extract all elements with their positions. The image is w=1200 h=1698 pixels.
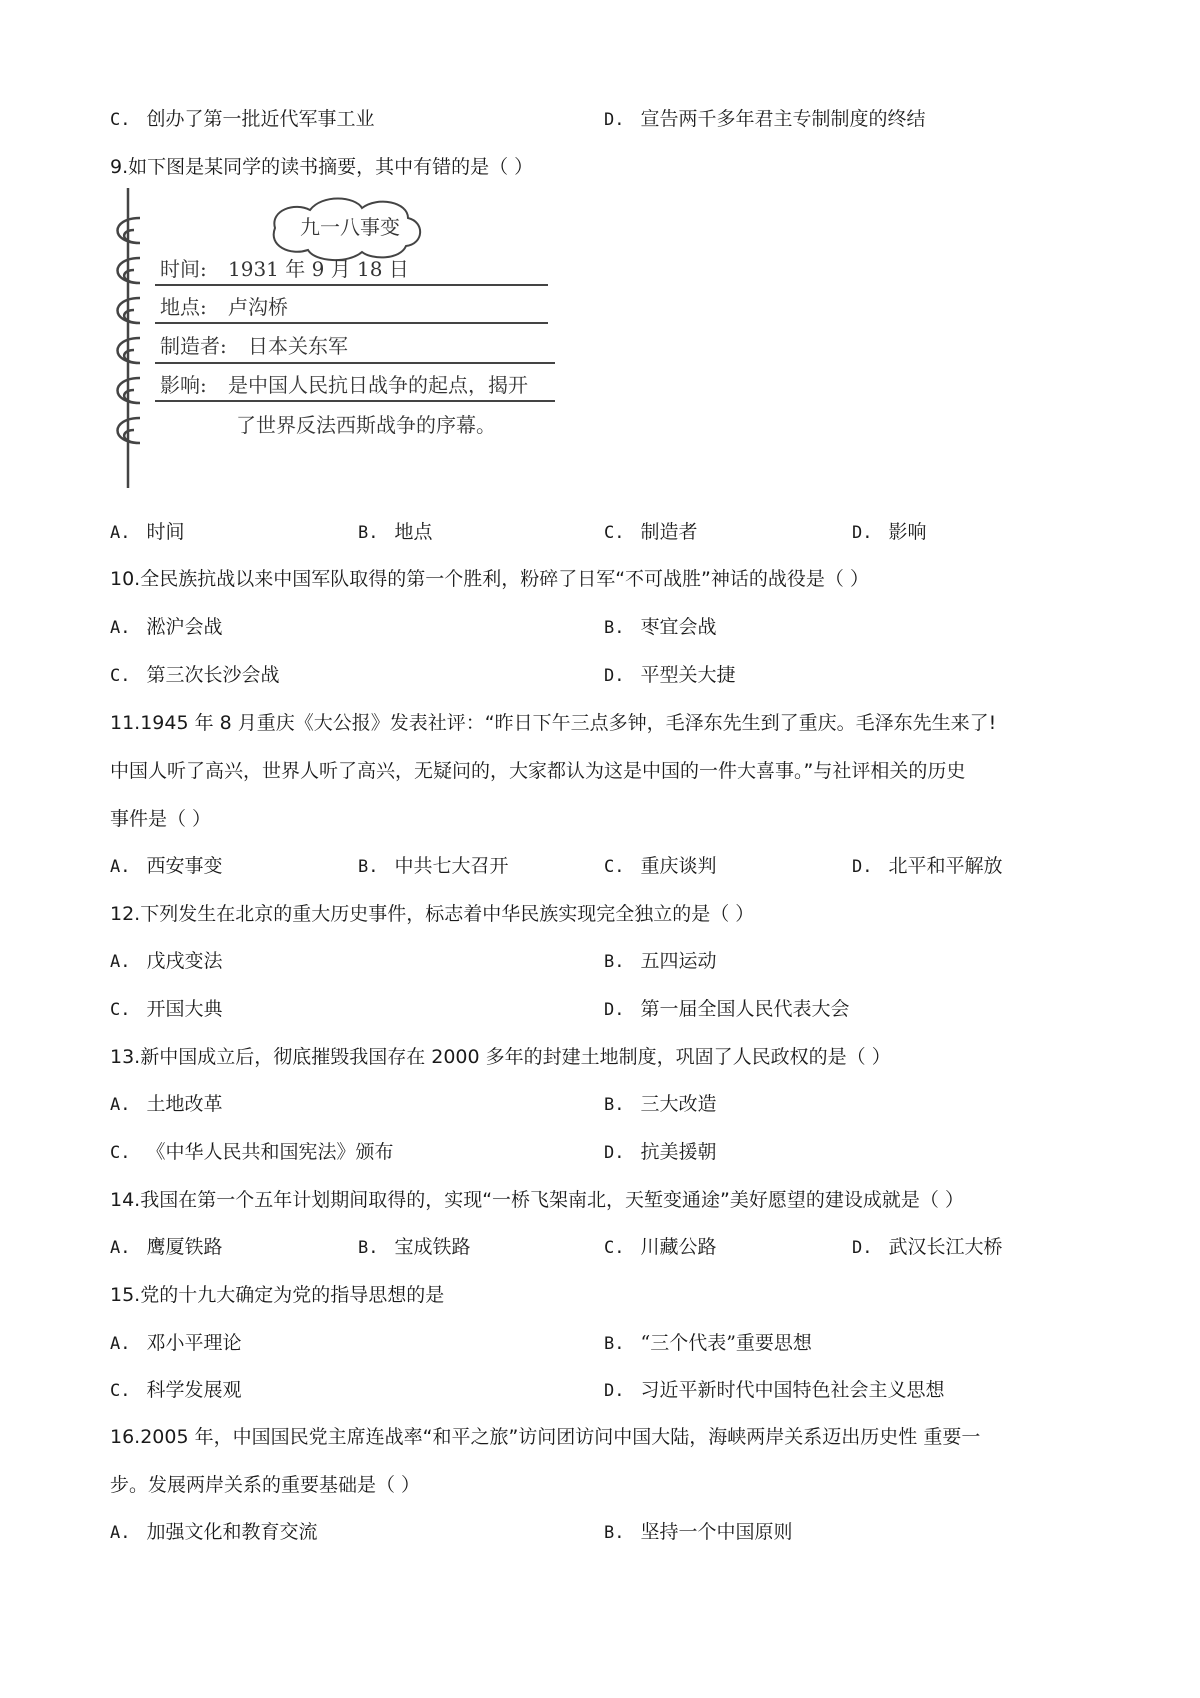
q11-stem-line-3: 事件是（ ） [110,808,212,830]
note-title: 九一八事变 [300,215,400,239]
q9-option-d[interactable]: D. 影响 [852,521,927,543]
q13-option-row-1 [0,1089,1200,1115]
q10-option-row-1 [0,612,1200,638]
reading-note-image [100,188,610,488]
q10-option-c[interactable]: C. 第三次长沙会战 [110,664,280,686]
q15-option-c[interactable]: C. 科学发展观 [110,1379,242,1401]
q12-option-a[interactable]: A. 戊戌变法 [110,950,223,972]
q11-stem-line-2: 中国人听了高兴，世界人听了高兴，无疑问的，大家都认为这是中国的一件大喜事。”与社评相关的历史 [110,760,966,782]
q11-option-c[interactable]: C. 重庆谈判 [604,855,717,877]
q14-option-a[interactable]: A. 鹰厦铁路 [110,1236,223,1258]
q15-option-row-2 [0,1375,1200,1401]
q14-stem: 14.我国在第一个五年计划期间取得的，实现“一桥飞架南北，天堑变通途”美好愿望的建设成就是（ ） [110,1189,964,1211]
note-time-label: 时间: [160,257,207,281]
note-place-label: 地点: [160,295,207,319]
note-maker-value: 日本关东军 [248,334,348,358]
q16-stem-line-1: 16.2005 年，中国国民党主席连战率“和平之旅”访问团访问中国大陆，海峡两岸关系迈出历史性 重要一 [110,1426,981,1448]
q8-option-c[interactable]: C. 创办了第一批近代军事工业 [110,108,375,130]
q12-option-row-1 [0,946,1200,972]
q13-option-b[interactable]: B. 三大改造 [604,1093,717,1115]
q16-option-a[interactable]: A. 加强文化和教育交流 [110,1521,318,1543]
q9-stem: 9.如下图是某同学的读书摘要，其中有错的是（ ） [110,156,534,178]
q11-stem-line-1: 11.1945 年 8 月重庆《大公报》发表社评：“昨日下午三点多钟，毛泽东先生到了重庆。毛泽东先生来了! [110,712,997,734]
q12-option-d[interactable]: D. 第一届全国人民代表大会 [604,998,850,1020]
q11-option-d[interactable]: D. 北平和平解放 [852,855,1003,877]
q13-stem: 13.新中国成立后，彻底摧毁我国存在 2000 多年的封建土地制度，巩固了人民政权的是（ ） [110,1046,891,1068]
q13-option-a[interactable]: A. 土地改革 [110,1093,223,1115]
q15-option-d[interactable]: D. 习近平新时代中国特色社会主义思想 [604,1379,945,1401]
q11-option-row [0,851,1200,877]
note-impact-value-1: 是中国人民抗日战争的起点，揭开 [228,373,528,397]
q12-option-row-2 [0,994,1200,1020]
q10-option-d[interactable]: D. 平型关大捷 [604,664,736,686]
q16-option-row [0,1517,1200,1543]
q10-option-a[interactable]: A. 淞沪会战 [110,616,223,638]
q11-option-b[interactable]: B. 中共七大召开 [358,855,509,877]
note-maker-label: 制造者: [160,334,227,358]
q14-option-b[interactable]: B. 宝成铁路 [358,1236,471,1258]
q9-option-a[interactable]: A. 时间 [110,521,185,543]
note-time-value: 1931 年 9 月 18 日 [228,257,409,281]
q13-option-row-2 [0,1137,1200,1163]
q15-option-b[interactable]: B. “三个代表”重要思想 [604,1332,812,1354]
q8-option-d[interactable]: D. 宣告两千多年君主专制制度的终结 [604,108,926,130]
q15-option-a[interactable]: A. 邓小平理论 [110,1332,242,1354]
q13-option-d[interactable]: D. 抗美援朝 [604,1141,717,1163]
q16-option-b[interactable]: B. 坚持一个中国原则 [604,1521,793,1543]
q12-stem: 12.下列发生在北京的重大历史事件，标志着中华民族实现完全独立的是（ ） [110,903,755,925]
note-impact-label: 影响: [160,373,207,397]
q9-option-b[interactable]: B. 地点 [358,521,433,543]
q12-option-c[interactable]: C. 开国大典 [110,998,223,1020]
q10-stem: 10.全民族抗战以来中国军队取得的第一个胜利，粉碎了日军“不可战胜”神话的战役是（ ） [110,568,869,590]
q14-option-d[interactable]: D. 武汉长江大桥 [852,1236,1003,1258]
q10-option-row-2 [0,660,1200,686]
note-place-value: 卢沟桥 [228,295,288,319]
q12-option-b[interactable]: B. 五四运动 [604,950,717,972]
q15-option-row-1 [0,1328,1200,1354]
q14-option-c[interactable]: C. 川藏公路 [604,1236,717,1258]
q16-stem-line-2: 步。发展两岸关系的重要基础是（ ） [110,1474,421,1496]
q15-stem: 15.党的十九大确定为党的指导思想的是 [110,1284,445,1306]
q8-option-row [0,104,1200,130]
q11-option-a[interactable]: A. 西安事变 [110,855,223,877]
q14-option-row [0,1232,1200,1258]
q9-option-row [0,517,1200,543]
note-impact-value-2: 了世界反法西斯战争的序幕。 [236,413,496,437]
q10-option-b[interactable]: B. 枣宜会战 [604,616,717,638]
q13-option-c[interactable]: C. 《中华人民共和国宪法》颁布 [110,1141,394,1163]
q9-option-c[interactable]: C. 制造者 [604,521,698,543]
